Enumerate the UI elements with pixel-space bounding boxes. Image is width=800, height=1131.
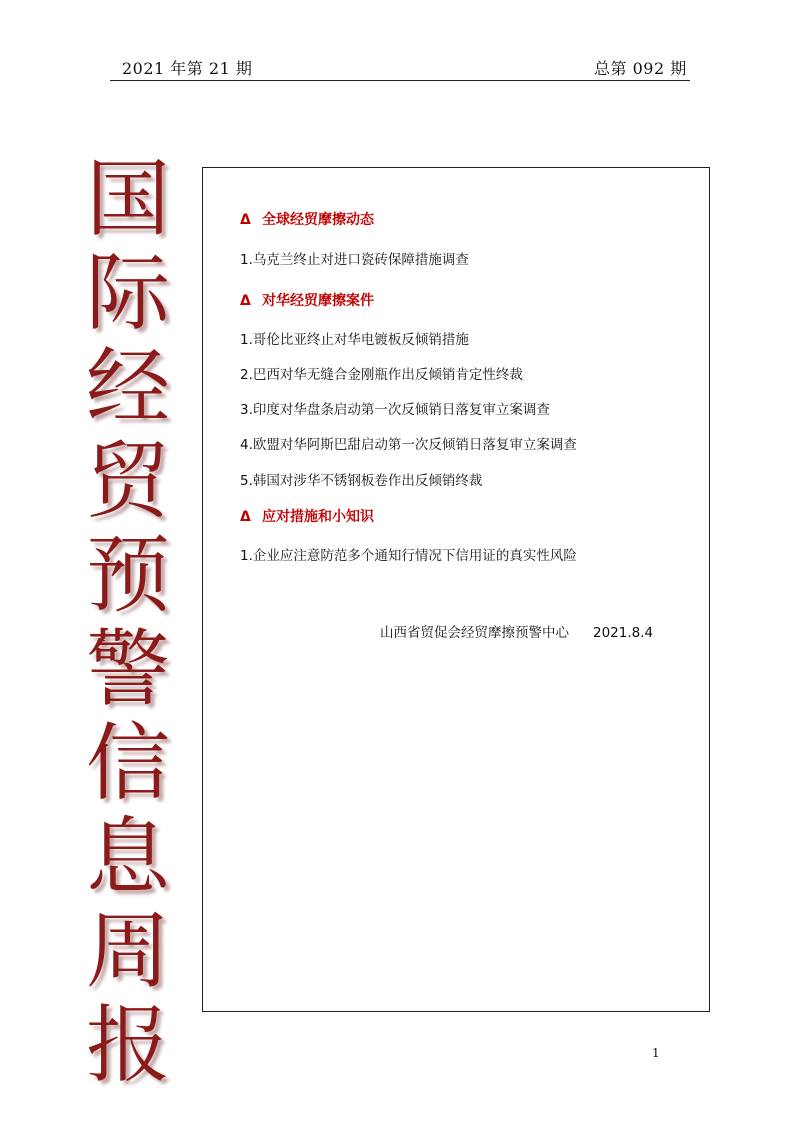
title-char: 息 <box>85 808 170 906</box>
title-char: 周 <box>85 902 170 1000</box>
title-char: 贸 <box>85 432 170 530</box>
title-char: 际 <box>85 244 170 342</box>
title-char: 预 <box>85 526 170 624</box>
triangle-icon: Δ <box>240 293 251 309</box>
page-number: 1 <box>652 1046 660 1060</box>
vertical-title <box>78 152 178 1092</box>
contents-item[interactable]: 1.企业应注意防范多个通知行情况下信用证的真实性风险 <box>240 548 577 564</box>
contents-item[interactable]: 2.巴西对华无缝合金刚瓶作出反倾销肯定性终裁 <box>240 367 523 383</box>
section-heading-global: Δ 全球经贸摩擦动态 <box>240 212 374 228</box>
contents-item[interactable]: 3.印度对华盘条启动第一次反倾销日落复审立案调查 <box>240 402 550 418</box>
total-issue-number: 总第 092 期 <box>594 59 687 78</box>
header-divider <box>110 80 690 81</box>
publisher-line <box>380 621 653 641</box>
section-heading-china: Δ 对华经贸摩擦案件 <box>240 293 374 309</box>
triangle-icon: Δ <box>240 509 251 525</box>
contents-item[interactable]: 1.哥伦比亚终止对华电镀板反倾销措施 <box>240 332 469 348</box>
title-char: 信 <box>85 714 170 812</box>
contents-item[interactable]: 5.韩国对涉华不锈钢板卷作出反倾销终裁 <box>240 473 483 489</box>
title-char: 国 <box>85 150 170 248</box>
contents-item[interactable]: 4.欧盟对华阿斯巴甜启动第一次反倾销日落复审立案调查 <box>240 437 577 453</box>
triangle-icon: Δ <box>240 212 251 228</box>
title-char: 经 <box>85 338 170 436</box>
title-char: 警 <box>85 620 170 718</box>
contents-item[interactable]: 1.乌克兰终止对进口瓷砖保障措施调查 <box>240 252 469 268</box>
publisher-org: 山西省贸促会经贸摩擦预警中心 <box>380 625 569 641</box>
publish-date: 2021.8.4 <box>593 625 654 641</box>
issue-number: 2021 年第 21 期 <box>122 59 253 78</box>
section-heading-measures: Δ 应对措施和小知识 <box>240 509 374 525</box>
title-char: 报 <box>85 996 170 1094</box>
